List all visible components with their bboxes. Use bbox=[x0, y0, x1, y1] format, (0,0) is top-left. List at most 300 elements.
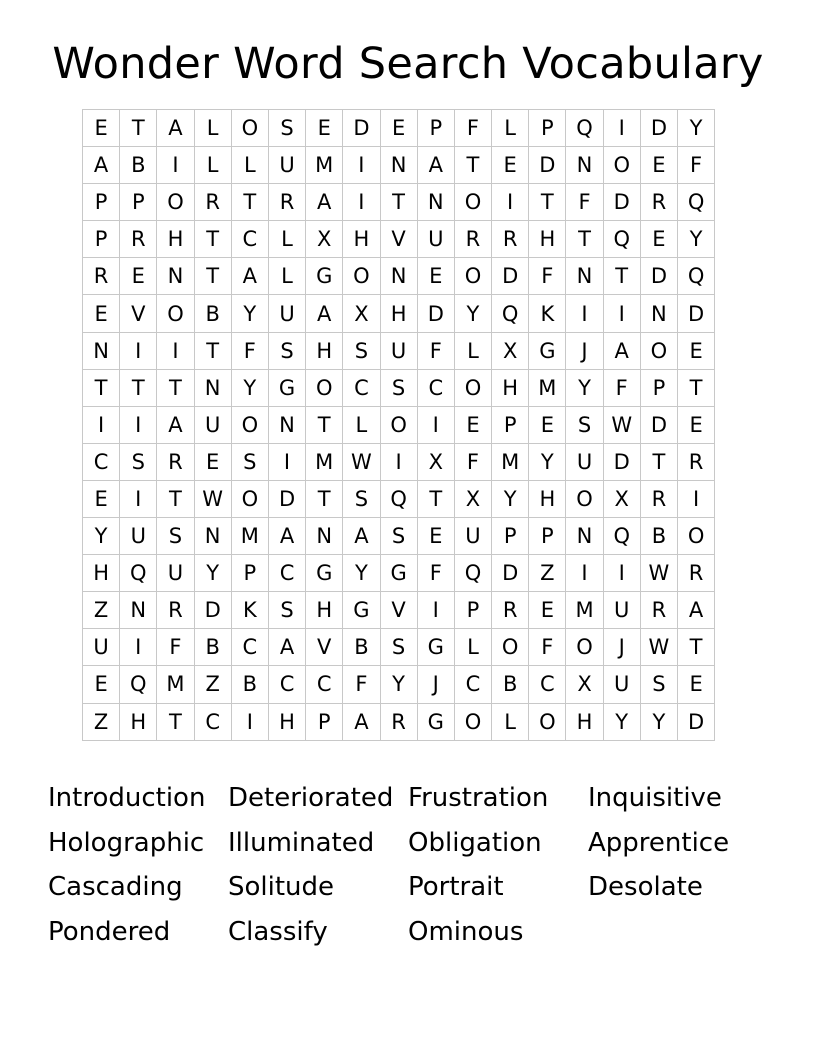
grid-cell[interactable]: C bbox=[529, 666, 566, 703]
grid-cell[interactable]: H bbox=[120, 703, 157, 740]
grid-cell[interactable]: O bbox=[492, 629, 529, 666]
grid-cell[interactable]: O bbox=[231, 110, 268, 147]
grid-cell[interactable]: A bbox=[231, 258, 268, 295]
grid-cell[interactable]: D bbox=[343, 110, 380, 147]
grid-cell[interactable]: T bbox=[194, 258, 231, 295]
grid-cell[interactable]: H bbox=[306, 592, 343, 629]
grid-cell[interactable]: I bbox=[268, 443, 305, 480]
grid-cell[interactable]: T bbox=[380, 184, 417, 221]
grid-cell[interactable]: I bbox=[566, 555, 603, 592]
grid-cell[interactable]: L bbox=[454, 332, 491, 369]
grid-cell[interactable]: O bbox=[454, 184, 491, 221]
grid-cell[interactable]: G bbox=[417, 629, 454, 666]
grid-cell[interactable]: S bbox=[268, 592, 305, 629]
grid-cell[interactable]: R bbox=[268, 184, 305, 221]
grid-cell[interactable]: Y bbox=[380, 666, 417, 703]
grid-cell[interactable]: W bbox=[603, 406, 640, 443]
grid-cell[interactable]: O bbox=[566, 629, 603, 666]
grid-cell[interactable]: T bbox=[454, 147, 491, 184]
grid-cell[interactable]: R bbox=[194, 184, 231, 221]
grid-row bbox=[83, 629, 715, 666]
grid-cell[interactable]: T bbox=[157, 480, 194, 517]
grid-cell[interactable]: R bbox=[380, 703, 417, 740]
grid-cell[interactable]: G bbox=[306, 555, 343, 592]
grid-cell[interactable]: I bbox=[231, 703, 268, 740]
grid-cell[interactable]: W bbox=[194, 480, 231, 517]
grid-cell[interactable]: F bbox=[529, 258, 566, 295]
grid-cell[interactable]: Z bbox=[83, 592, 120, 629]
grid-cell[interactable]: A bbox=[306, 184, 343, 221]
grid-cell[interactable]: I bbox=[83, 406, 120, 443]
grid-cell[interactable]: N bbox=[157, 258, 194, 295]
grid-cell[interactable]: M bbox=[231, 518, 268, 555]
grid-cell[interactable]: A bbox=[268, 629, 305, 666]
grid-cell[interactable]: O bbox=[454, 258, 491, 295]
grid-cell[interactable]: T bbox=[678, 629, 715, 666]
grid-cell[interactable]: I bbox=[120, 406, 157, 443]
grid-cell[interactable]: S bbox=[343, 480, 380, 517]
grid-cell[interactable]: Q bbox=[454, 555, 491, 592]
grid-cell[interactable]: G bbox=[268, 369, 305, 406]
grid-cell[interactable]: M bbox=[492, 443, 529, 480]
grid-cell[interactable]: U bbox=[194, 406, 231, 443]
grid-cell[interactable]: L bbox=[492, 703, 529, 740]
grid-cell[interactable]: V bbox=[380, 592, 417, 629]
word-list-item: Introduction bbox=[48, 783, 206, 813]
grid-cell[interactable]: Y bbox=[343, 555, 380, 592]
grid-cell[interactable]: I bbox=[603, 555, 640, 592]
grid-cell[interactable]: Y bbox=[231, 369, 268, 406]
grid-cell[interactable]: X bbox=[343, 295, 380, 332]
grid-cell[interactable]: Q bbox=[120, 666, 157, 703]
grid-cell[interactable]: N bbox=[566, 258, 603, 295]
grid-cell[interactable]: H bbox=[529, 221, 566, 258]
grid-cell[interactable]: E bbox=[529, 406, 566, 443]
grid-cell[interactable]: S bbox=[268, 332, 305, 369]
grid-cell[interactable]: B bbox=[640, 518, 677, 555]
grid-cell[interactable]: K bbox=[529, 295, 566, 332]
grid-cell[interactable]: A bbox=[678, 592, 715, 629]
grid-cell[interactable]: O bbox=[603, 147, 640, 184]
grid-cell[interactable]: A bbox=[417, 147, 454, 184]
grid-cell[interactable]: I bbox=[492, 184, 529, 221]
grid-cell[interactable]: T bbox=[678, 369, 715, 406]
grid-row bbox=[83, 369, 715, 406]
grid-cell[interactable]: N bbox=[268, 406, 305, 443]
grid-cell[interactable]: H bbox=[157, 221, 194, 258]
grid-cell[interactable]: R bbox=[492, 221, 529, 258]
grid-cell[interactable]: C bbox=[231, 221, 268, 258]
grid-cell[interactable]: B bbox=[194, 629, 231, 666]
grid-cell[interactable]: T bbox=[120, 369, 157, 406]
grid-row bbox=[83, 592, 715, 629]
grid-cell[interactable]: C bbox=[83, 443, 120, 480]
grid-cell[interactable]: P bbox=[529, 110, 566, 147]
grid-cell[interactable]: D bbox=[678, 703, 715, 740]
grid-cell[interactable]: F bbox=[529, 629, 566, 666]
grid-cell[interactable]: E bbox=[83, 110, 120, 147]
grid-cell[interactable]: E bbox=[120, 258, 157, 295]
grid-cell[interactable]: P bbox=[492, 406, 529, 443]
grid-cell[interactable]: Y bbox=[529, 443, 566, 480]
grid-cell[interactable]: I bbox=[678, 480, 715, 517]
grid-cell[interactable]: U bbox=[603, 592, 640, 629]
grid-cell[interactable]: N bbox=[306, 518, 343, 555]
grid-cell[interactable]: N bbox=[380, 147, 417, 184]
grid-cell[interactable]: S bbox=[120, 443, 157, 480]
grid-cell[interactable]: D bbox=[640, 258, 677, 295]
grid-cell[interactable]: B bbox=[231, 666, 268, 703]
grid-cell[interactable]: S bbox=[380, 629, 417, 666]
grid-cell[interactable]: P bbox=[306, 703, 343, 740]
grid-cell[interactable]: O bbox=[454, 703, 491, 740]
grid-cell[interactable]: A bbox=[603, 332, 640, 369]
grid-cell[interactable]: N bbox=[194, 369, 231, 406]
grid-cell[interactable]: R bbox=[678, 555, 715, 592]
grid-cell[interactable]: D bbox=[603, 184, 640, 221]
grid-cell[interactable]: E bbox=[678, 406, 715, 443]
grid-cell[interactable]: B bbox=[343, 629, 380, 666]
grid-cell[interactable]: G bbox=[380, 555, 417, 592]
grid-cell[interactable]: S bbox=[380, 518, 417, 555]
grid-cell[interactable]: F bbox=[343, 666, 380, 703]
grid-cell[interactable]: R bbox=[678, 443, 715, 480]
grid-cell[interactable]: C bbox=[268, 666, 305, 703]
grid-cell[interactable]: I bbox=[603, 295, 640, 332]
grid-cell[interactable]: P bbox=[83, 184, 120, 221]
grid-cell[interactable]: R bbox=[640, 184, 677, 221]
grid-row bbox=[83, 555, 715, 592]
grid-cell[interactable]: O bbox=[343, 258, 380, 295]
grid-cell[interactable]: Q bbox=[120, 555, 157, 592]
grid-cell[interactable]: H bbox=[83, 555, 120, 592]
grid-cell[interactable]: X bbox=[603, 480, 640, 517]
grid-cell[interactable]: Q bbox=[492, 295, 529, 332]
grid-cell[interactable]: L bbox=[343, 406, 380, 443]
grid-cell[interactable]: D bbox=[268, 480, 305, 517]
grid-cell[interactable]: E bbox=[678, 666, 715, 703]
grid-cell[interactable]: V bbox=[306, 629, 343, 666]
grid-cell[interactable]: O bbox=[157, 295, 194, 332]
grid-cell[interactable]: F bbox=[157, 629, 194, 666]
grid-cell[interactable]: A bbox=[83, 147, 120, 184]
grid-cell[interactable]: R bbox=[640, 592, 677, 629]
grid-cell[interactable]: Q bbox=[678, 258, 715, 295]
grid-cell[interactable]: T bbox=[231, 184, 268, 221]
grid-cell[interactable]: U bbox=[566, 443, 603, 480]
grid-cell[interactable]: P bbox=[83, 221, 120, 258]
grid-cell[interactable]: L bbox=[268, 221, 305, 258]
grid-cell[interactable]: E bbox=[83, 480, 120, 517]
grid-cell[interactable]: U bbox=[380, 332, 417, 369]
grid-cell[interactable]: D bbox=[194, 592, 231, 629]
grid-cell[interactable]: O bbox=[306, 369, 343, 406]
grid-cell[interactable]: L bbox=[454, 629, 491, 666]
grid-cell[interactable]: T bbox=[603, 258, 640, 295]
grid-cell[interactable]: S bbox=[268, 110, 305, 147]
grid-cell[interactable]: U bbox=[417, 221, 454, 258]
grid-cell[interactable]: R bbox=[120, 221, 157, 258]
grid-cell[interactable]: F bbox=[678, 147, 715, 184]
grid-cell[interactable]: H bbox=[380, 295, 417, 332]
grid-cell[interactable]: X bbox=[454, 480, 491, 517]
grid-cell[interactable]: O bbox=[231, 480, 268, 517]
grid-cell[interactable]: Y bbox=[194, 555, 231, 592]
grid-cell[interactable]: O bbox=[380, 406, 417, 443]
grid-cell[interactable]: I bbox=[566, 295, 603, 332]
grid-cell[interactable]: J bbox=[417, 666, 454, 703]
grid-cell[interactable]: T bbox=[566, 221, 603, 258]
grid-cell[interactable]: X bbox=[492, 332, 529, 369]
grid-cell[interactable]: Y bbox=[678, 221, 715, 258]
grid-cell[interactable]: W bbox=[343, 443, 380, 480]
grid-cell[interactable]: T bbox=[306, 406, 343, 443]
grid-cell[interactable]: J bbox=[566, 332, 603, 369]
grid-cell[interactable]: O bbox=[231, 406, 268, 443]
grid-cell[interactable]: E bbox=[83, 295, 120, 332]
word-list-item: Cascading bbox=[48, 872, 183, 902]
grid-cell[interactable]: T bbox=[194, 332, 231, 369]
grid-cell[interactable]: F bbox=[417, 332, 454, 369]
grid-cell[interactable]: E bbox=[492, 147, 529, 184]
grid-cell[interactable]: T bbox=[83, 369, 120, 406]
grid-cell[interactable]: H bbox=[492, 369, 529, 406]
grid-cell[interactable]: W bbox=[640, 555, 677, 592]
grid-cell[interactable]: Y bbox=[640, 703, 677, 740]
grid-cell[interactable]: I bbox=[417, 592, 454, 629]
grid-cell[interactable]: U bbox=[268, 147, 305, 184]
grid-cell[interactable]: B bbox=[120, 147, 157, 184]
grid-cell[interactable]: T bbox=[417, 480, 454, 517]
grid-cell[interactable]: R bbox=[454, 221, 491, 258]
grid-cell[interactable]: A bbox=[157, 406, 194, 443]
grid-cell[interactable]: F bbox=[454, 110, 491, 147]
grid-cell[interactable]: P bbox=[492, 518, 529, 555]
grid-cell[interactable]: A bbox=[343, 703, 380, 740]
grid-cell[interactable]: E bbox=[454, 406, 491, 443]
grid-cell[interactable]: L bbox=[268, 258, 305, 295]
grid-cell[interactable]: P bbox=[640, 369, 677, 406]
grid-cell[interactable]: Q bbox=[380, 480, 417, 517]
grid-cell[interactable]: Y bbox=[231, 295, 268, 332]
grid-cell[interactable]: D bbox=[492, 258, 529, 295]
grid-cell[interactable]: S bbox=[157, 518, 194, 555]
grid-cell[interactable]: V bbox=[380, 221, 417, 258]
grid-cell[interactable]: L bbox=[492, 110, 529, 147]
grid-cell[interactable]: I bbox=[343, 147, 380, 184]
grid-cell[interactable]: D bbox=[640, 110, 677, 147]
grid-cell[interactable]: Y bbox=[454, 295, 491, 332]
grid-cell[interactable]: L bbox=[194, 147, 231, 184]
grid-cell[interactable]: N bbox=[640, 295, 677, 332]
grid-cell[interactable]: T bbox=[157, 369, 194, 406]
grid-cell[interactable]: C bbox=[194, 703, 231, 740]
grid-cell[interactable]: P bbox=[231, 555, 268, 592]
grid-cell[interactable]: E bbox=[194, 443, 231, 480]
grid-cell[interactable]: K bbox=[231, 592, 268, 629]
grid-cell[interactable]: Z bbox=[194, 666, 231, 703]
grid-cell[interactable]: U bbox=[83, 629, 120, 666]
grid-cell[interactable]: Z bbox=[529, 555, 566, 592]
grid-cell[interactable]: Q bbox=[603, 518, 640, 555]
grid-cell[interactable]: E bbox=[306, 110, 343, 147]
grid-cell[interactable]: I bbox=[157, 332, 194, 369]
grid-cell[interactable]: P bbox=[417, 110, 454, 147]
grid-row bbox=[83, 406, 715, 443]
grid-cell[interactable]: F bbox=[231, 332, 268, 369]
grid-row bbox=[83, 184, 715, 221]
grid-cell[interactable]: M bbox=[529, 369, 566, 406]
grid-cell[interactable]: O bbox=[454, 369, 491, 406]
grid-cell[interactable]: X bbox=[306, 221, 343, 258]
grid-cell[interactable]: Y bbox=[603, 703, 640, 740]
grid-cell[interactable]: A bbox=[268, 518, 305, 555]
grid-cell[interactable]: E bbox=[380, 110, 417, 147]
grid-cell[interactable]: L bbox=[194, 110, 231, 147]
grid-cell[interactable]: F bbox=[603, 369, 640, 406]
grid-cell[interactable]: D bbox=[678, 295, 715, 332]
grid-cell[interactable]: D bbox=[640, 406, 677, 443]
grid-cell[interactable]: T bbox=[529, 184, 566, 221]
grid-cell[interactable]: Q bbox=[678, 184, 715, 221]
grid-cell[interactable]: F bbox=[417, 555, 454, 592]
grid-cell[interactable]: O bbox=[157, 184, 194, 221]
grid-cell[interactable]: T bbox=[157, 703, 194, 740]
grid-cell[interactable]: P bbox=[529, 518, 566, 555]
grid-cell[interactable]: V bbox=[120, 295, 157, 332]
grid-cell[interactable]: F bbox=[566, 184, 603, 221]
grid-cell[interactable]: U bbox=[120, 518, 157, 555]
grid-cell[interactable]: C bbox=[306, 666, 343, 703]
grid-cell[interactable]: I bbox=[120, 480, 157, 517]
grid-cell[interactable]: S bbox=[343, 332, 380, 369]
grid-cell[interactable]: E bbox=[417, 518, 454, 555]
grid-row bbox=[83, 518, 715, 555]
grid-cell[interactable]: C bbox=[454, 666, 491, 703]
grid-cell[interactable]: I bbox=[120, 629, 157, 666]
grid-cell[interactable]: G bbox=[306, 258, 343, 295]
grid-cell[interactable]: R bbox=[157, 443, 194, 480]
grid-cell[interactable]: H bbox=[529, 480, 566, 517]
grid-cell[interactable]: G bbox=[343, 592, 380, 629]
grid-cell[interactable]: U bbox=[603, 666, 640, 703]
grid-cell[interactable]: F bbox=[454, 443, 491, 480]
grid-cell[interactable]: N bbox=[120, 592, 157, 629]
grid-cell[interactable]: O bbox=[640, 332, 677, 369]
grid-cell[interactable]: A bbox=[306, 295, 343, 332]
grid-cell[interactable]: Y bbox=[678, 110, 715, 147]
grid-cell[interactable]: T bbox=[194, 221, 231, 258]
grid-cell[interactable]: D bbox=[529, 147, 566, 184]
grid-cell[interactable]: E bbox=[529, 592, 566, 629]
grid-cell[interactable]: E bbox=[678, 332, 715, 369]
grid-cell[interactable]: H bbox=[343, 221, 380, 258]
word-list-item: Deteriorated bbox=[228, 783, 394, 813]
grid-cell[interactable]: E bbox=[640, 147, 677, 184]
grid-cell[interactable]: P bbox=[454, 592, 491, 629]
grid-cell[interactable]: O bbox=[678, 518, 715, 555]
grid-cell[interactable]: M bbox=[157, 666, 194, 703]
grid-cell[interactable]: D bbox=[603, 443, 640, 480]
grid-cell[interactable]: X bbox=[566, 666, 603, 703]
grid-cell[interactable]: M bbox=[306, 147, 343, 184]
grid-cell[interactable]: I bbox=[380, 443, 417, 480]
grid-cell[interactable]: Y bbox=[83, 518, 120, 555]
grid-cell[interactable]: O bbox=[566, 480, 603, 517]
grid-cell[interactable]: A bbox=[157, 110, 194, 147]
grid-cell[interactable]: Q bbox=[603, 221, 640, 258]
grid-cell[interactable]: N bbox=[417, 184, 454, 221]
grid-cell[interactable]: I bbox=[603, 110, 640, 147]
grid-cell[interactable]: B bbox=[194, 295, 231, 332]
grid-cell[interactable]: S bbox=[640, 666, 677, 703]
grid-cell[interactable]: Y bbox=[492, 480, 529, 517]
grid-cell[interactable]: M bbox=[566, 592, 603, 629]
grid-cell[interactable]: O bbox=[529, 703, 566, 740]
grid-cell[interactable]: N bbox=[194, 518, 231, 555]
grid-cell[interactable]: D bbox=[417, 295, 454, 332]
grid-cell[interactable]: E bbox=[417, 258, 454, 295]
grid-cell[interactable]: G bbox=[529, 332, 566, 369]
grid-cell[interactable]: N bbox=[380, 258, 417, 295]
grid-cell[interactable]: N bbox=[566, 147, 603, 184]
grid-cell[interactable]: I bbox=[343, 184, 380, 221]
grid-cell[interactable]: I bbox=[417, 406, 454, 443]
grid-cell[interactable]: I bbox=[157, 147, 194, 184]
grid-cell[interactable]: H bbox=[268, 703, 305, 740]
grid-cell[interactable]: Q bbox=[566, 110, 603, 147]
grid-cell[interactable]: U bbox=[454, 518, 491, 555]
grid-cell[interactable]: S bbox=[380, 369, 417, 406]
grid-cell[interactable]: E bbox=[640, 221, 677, 258]
grid-cell[interactable]: A bbox=[343, 518, 380, 555]
grid-cell[interactable]: H bbox=[306, 332, 343, 369]
grid-cell[interactable]: H bbox=[566, 703, 603, 740]
grid-cell[interactable]: R bbox=[83, 258, 120, 295]
grid-cell[interactable]: B bbox=[492, 666, 529, 703]
grid-cell[interactable]: E bbox=[83, 666, 120, 703]
grid-cell[interactable]: M bbox=[306, 443, 343, 480]
grid-cell[interactable]: C bbox=[343, 369, 380, 406]
grid-cell[interactable]: J bbox=[603, 629, 640, 666]
grid-cell[interactable]: S bbox=[566, 406, 603, 443]
word-list-item: Apprentice bbox=[588, 827, 730, 858]
grid-cell[interactable]: U bbox=[268, 295, 305, 332]
grid-cell[interactable]: W bbox=[640, 629, 677, 666]
grid-cell[interactable]: Z bbox=[83, 703, 120, 740]
grid-cell[interactable]: N bbox=[83, 332, 120, 369]
grid-cell[interactable]: D bbox=[492, 555, 529, 592]
grid-cell[interactable]: C bbox=[268, 555, 305, 592]
grid-cell[interactable]: R bbox=[640, 480, 677, 517]
grid-cell[interactable]: C bbox=[231, 629, 268, 666]
grid-cell[interactable]: T bbox=[306, 480, 343, 517]
grid-cell[interactable]: R bbox=[492, 592, 529, 629]
grid-cell[interactable]: L bbox=[231, 147, 268, 184]
grid-cell[interactable]: G bbox=[417, 703, 454, 740]
grid-cell[interactable]: C bbox=[417, 369, 454, 406]
grid-cell[interactable]: P bbox=[120, 184, 157, 221]
grid-cell[interactable]: R bbox=[157, 592, 194, 629]
grid-cell[interactable]: X bbox=[417, 443, 454, 480]
grid-cell[interactable]: S bbox=[231, 443, 268, 480]
grid-cell[interactable]: Y bbox=[566, 369, 603, 406]
grid-cell[interactable]: N bbox=[566, 518, 603, 555]
grid-cell[interactable]: I bbox=[120, 332, 157, 369]
grid-cell[interactable]: U bbox=[157, 555, 194, 592]
grid-cell[interactable]: T bbox=[120, 110, 157, 147]
grid-cell[interactable]: T bbox=[640, 443, 677, 480]
